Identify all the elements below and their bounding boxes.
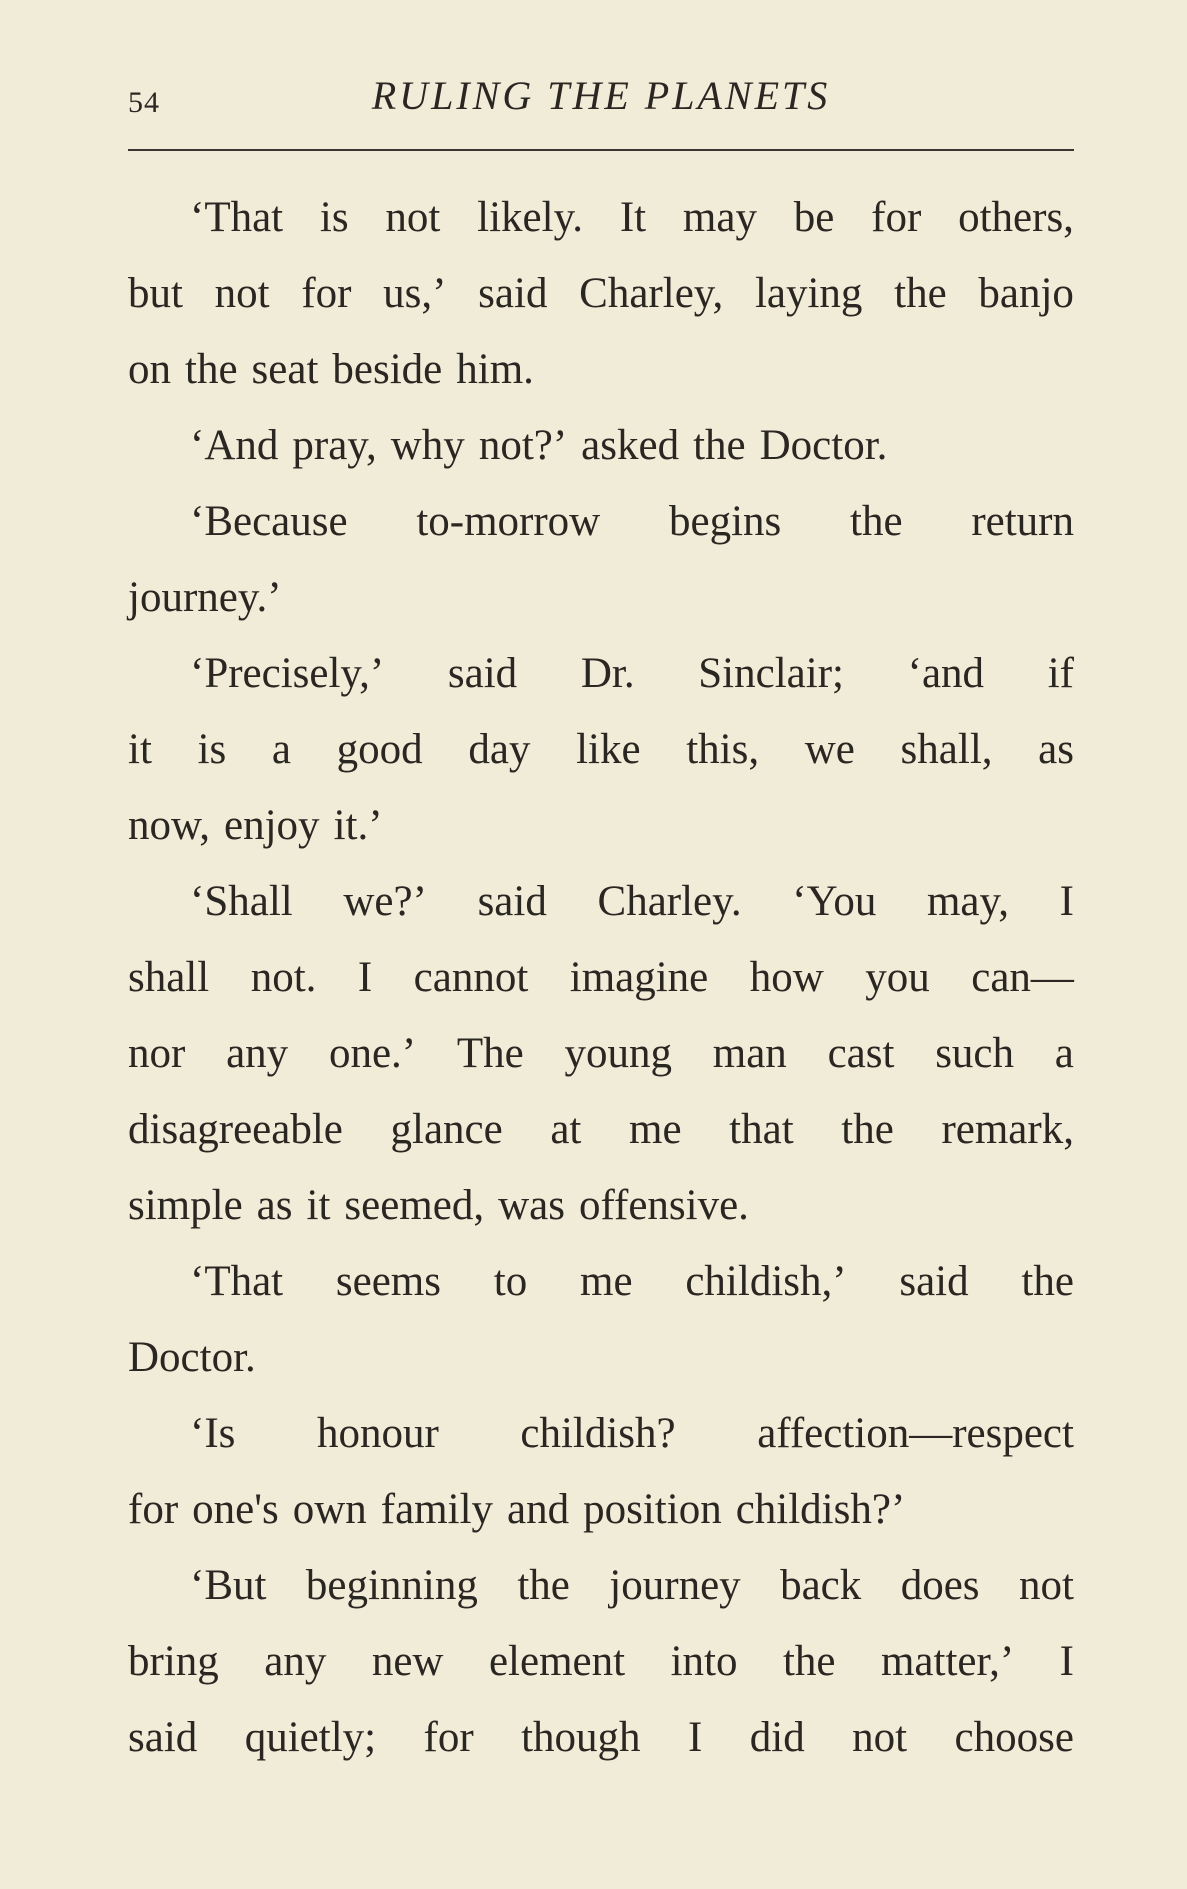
word: nor (128, 1030, 186, 1077)
word: not?’ (478, 422, 568, 469)
text-line (128, 1700, 1074, 1776)
page-header (128, 66, 1074, 126)
word: that (729, 1106, 794, 1153)
word: though (521, 1714, 641, 1761)
word: the (693, 422, 746, 469)
text-line (128, 636, 1074, 712)
word: we?’ (343, 878, 427, 925)
word: good (336, 726, 423, 773)
word: begins (668, 498, 782, 545)
text-line (128, 864, 1074, 940)
text-line (128, 940, 1074, 1016)
word: the (1021, 1258, 1074, 1305)
word: bring (128, 1638, 219, 1685)
word: ‘Precisely,’ (190, 650, 385, 697)
word: affection—respect (757, 1410, 1074, 1457)
word: into (670, 1638, 738, 1685)
word: Charley. (597, 878, 742, 925)
word: said (447, 650, 518, 697)
word: cast (827, 1030, 895, 1077)
word: the (894, 270, 947, 317)
word: The (456, 1030, 524, 1077)
word: said (477, 878, 547, 925)
word: for (301, 270, 352, 317)
word: to-morrow (416, 498, 601, 545)
text-line (128, 1168, 1074, 1244)
word: childish,’ (685, 1258, 847, 1305)
page-number: 54 (128, 86, 160, 119)
word: day (468, 726, 531, 773)
header-rule (128, 149, 1074, 151)
word: it (128, 726, 152, 773)
word: did (749, 1714, 805, 1761)
word: a (271, 726, 291, 773)
word: why (390, 422, 465, 469)
word: can— (971, 954, 1074, 1001)
word: is (319, 194, 349, 241)
word: the (185, 346, 238, 393)
word: any (226, 1030, 289, 1077)
word: ‘That (190, 1258, 284, 1305)
word: Doctor. (128, 1334, 256, 1381)
body-text (128, 180, 1074, 1776)
word: new (371, 1638, 444, 1685)
word: not (1018, 1562, 1074, 1609)
word: may, (926, 878, 1009, 925)
word: does (900, 1562, 980, 1609)
word: disagreeable (128, 1106, 343, 1153)
word: seemed, (344, 1182, 485, 1229)
word: you (865, 954, 930, 1001)
word: beside (332, 346, 443, 393)
word: Dr. (580, 650, 635, 697)
word: may (682, 194, 757, 241)
text-line (128, 1472, 1074, 1548)
word: this, (686, 726, 760, 773)
word: asked (581, 422, 680, 469)
word: said (478, 270, 548, 317)
word: I (357, 954, 373, 1001)
word: now, (128, 802, 211, 849)
word: offensive. (578, 1182, 749, 1229)
word: likely. (477, 194, 584, 241)
word: the (517, 1562, 570, 1609)
word: us,’ (383, 270, 447, 317)
word: we (804, 726, 855, 773)
text-line (128, 712, 1074, 788)
word: for (423, 1714, 474, 1761)
word: the (850, 498, 903, 545)
word: for (871, 194, 922, 241)
word: is (197, 726, 227, 773)
text-line (128, 560, 1074, 636)
word: be (793, 194, 835, 241)
word: seems (335, 1258, 441, 1305)
word: family (380, 1486, 494, 1533)
word: ‘and (907, 650, 985, 697)
word: the (841, 1106, 894, 1153)
word: a (1054, 1030, 1074, 1077)
word: I (1059, 878, 1074, 925)
word: banjo (978, 270, 1074, 317)
word: Doctor. (759, 422, 888, 469)
word: the (782, 1638, 836, 1685)
word: not (385, 194, 441, 241)
word: ‘Is (190, 1410, 236, 1457)
word: said (128, 1714, 198, 1761)
word: ‘You (792, 878, 877, 925)
word: not (852, 1714, 908, 1761)
word: quietly; (244, 1714, 377, 1761)
word: not. (250, 954, 317, 1001)
word: beginning (305, 1562, 478, 1609)
word: ‘And (190, 422, 279, 469)
word: shall (128, 954, 210, 1001)
word: on (128, 346, 171, 393)
word: not (214, 270, 270, 317)
word: it.’ (333, 802, 383, 849)
text-line (128, 1320, 1074, 1396)
word: pray, (292, 422, 377, 469)
word: I (688, 1714, 703, 1761)
text-line (128, 788, 1074, 864)
word: shall, (900, 726, 993, 773)
word: one's (192, 1486, 279, 1533)
word: how (749, 954, 824, 1001)
word: matter,’ (880, 1638, 1015, 1685)
word: imagine (569, 954, 709, 1001)
text-line (128, 180, 1074, 256)
word: Sinclair; (698, 650, 844, 697)
word: said (899, 1258, 969, 1305)
word: others, (958, 194, 1074, 241)
text-line (128, 1244, 1074, 1320)
word: and (507, 1486, 570, 1533)
word: it (306, 1182, 331, 1229)
running-head: RULING THE PLANETS (371, 73, 831, 118)
word: simple (128, 1182, 243, 1229)
word: young (564, 1030, 672, 1077)
word: as (1038, 726, 1074, 773)
word: if (1047, 650, 1074, 697)
word: me (580, 1258, 633, 1305)
text-line (128, 1092, 1074, 1168)
word: journey.’ (128, 574, 282, 621)
word: for (128, 1486, 179, 1533)
word: at (550, 1106, 582, 1153)
word: enjoy (224, 802, 320, 849)
word: I (1059, 1638, 1074, 1685)
word: cannot (413, 954, 529, 1001)
word: return (971, 498, 1074, 545)
word: choose (954, 1714, 1074, 1761)
word: him. (456, 346, 534, 393)
word: element (488, 1638, 626, 1685)
word: like (576, 726, 641, 773)
word: but (128, 270, 183, 317)
word: to (493, 1258, 528, 1305)
word: was (498, 1182, 565, 1229)
word: ‘That (190, 194, 284, 241)
word: seat (251, 346, 319, 393)
word: Charley, (579, 270, 724, 317)
text-line (128, 408, 1074, 484)
word: childish?’ (735, 1486, 906, 1533)
text-line (128, 1016, 1074, 1092)
word: laying (754, 270, 863, 317)
word: position (583, 1486, 722, 1533)
word: such (935, 1030, 1015, 1077)
word: one.’ (328, 1030, 417, 1077)
text-line (128, 1624, 1074, 1700)
word: man (712, 1030, 787, 1077)
word: glance (390, 1106, 503, 1153)
word: me (629, 1106, 682, 1153)
word: honour (316, 1410, 439, 1457)
word: own (292, 1486, 367, 1533)
word: childish? (520, 1410, 676, 1457)
word: journey (609, 1562, 741, 1609)
text-line (128, 484, 1074, 560)
word: ‘Because (190, 498, 348, 545)
word: back (780, 1562, 862, 1609)
word: It (619, 194, 647, 241)
text-line (128, 332, 1074, 408)
text-line (128, 1396, 1074, 1472)
word: ‘Shall (190, 878, 293, 925)
text-line (128, 1548, 1074, 1624)
text-line (128, 256, 1074, 332)
word: as (256, 1182, 293, 1229)
word: remark, (941, 1106, 1074, 1153)
word: ‘But (190, 1562, 267, 1609)
word: any (264, 1638, 327, 1685)
